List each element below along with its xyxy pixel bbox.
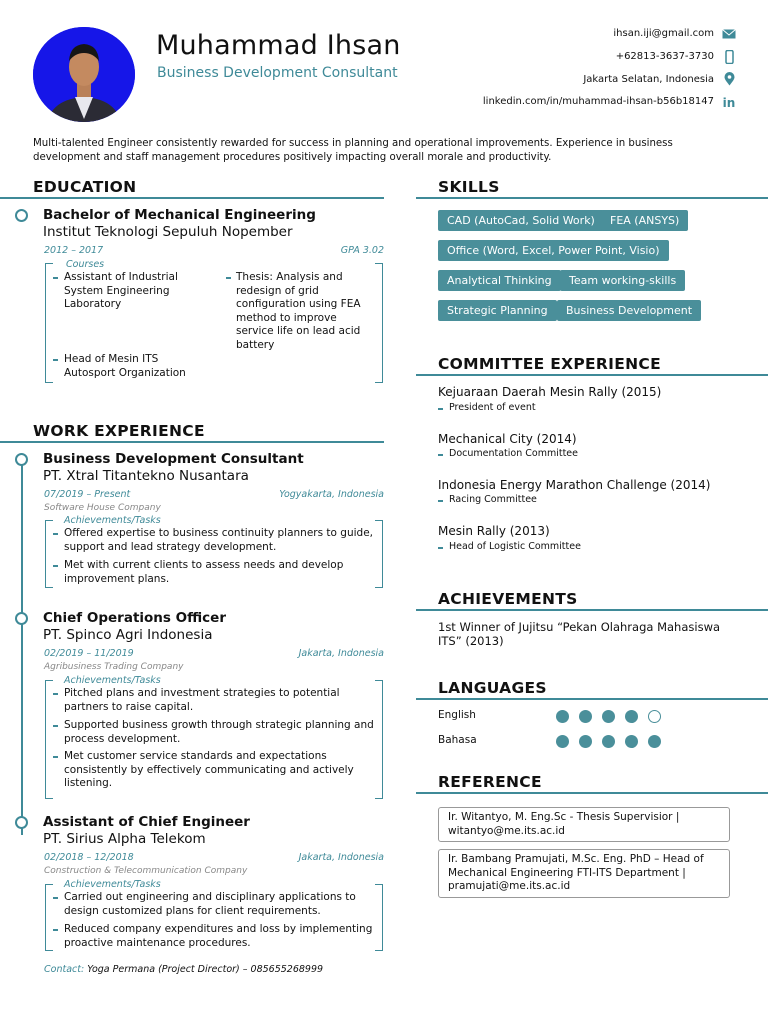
- course-item: Thesis: Analysis and redesign of grid configuration using FEA method to improve service life on lead acid battery: [236, 271, 361, 351]
- task-item: Offered expertise to business continuity planners to guide, support and lead strategy development.: [64, 527, 373, 553]
- linkedin-icon: in: [722, 96, 736, 110]
- task-item: Met with current clients to assess needs and develop improvement plans.: [64, 559, 344, 585]
- company-category: Construction & Telecommunication Company: [44, 866, 248, 876]
- email-text[interactable]: ihsan.iji@gmail.com: [613, 28, 714, 39]
- job-contact: [44, 964, 323, 975]
- committee-event: Mechanical City (2014): [438, 432, 577, 446]
- tasks-label: Achievements/Tasks: [64, 515, 161, 526]
- level-dot-filled: [625, 710, 638, 723]
- bullet-mark: [226, 277, 231, 279]
- committee-role: Documentation Committee: [449, 448, 578, 459]
- language-level: [556, 710, 661, 723]
- company-category: Software House Company: [44, 503, 161, 513]
- linkedin-text[interactable]: linkedin.com/in/muhammad-ihsan-b56b18147: [482, 96, 714, 107]
- education-heading: EDUCATION: [33, 178, 137, 196]
- skill-tag: FEA (ANSYS): [601, 210, 688, 231]
- bullet-mark: [438, 454, 443, 456]
- level-dot-filled: [602, 710, 615, 723]
- job-dates: 02/2019 – 11/2019: [44, 648, 134, 659]
- language-name: English: [438, 709, 476, 721]
- timeline-dot: [15, 612, 28, 625]
- profile-summary: Multi-talented Engineer consistently rewarded for success in planning and operational improvements. Experience in business development and staff management procedures positively impacting overall morale and productivity.: [33, 138, 673, 163]
- phone-text[interactable]: +62813-3637-3730: [615, 51, 714, 62]
- school-name: Institut Teknologi Sepuluh Nopember: [43, 224, 293, 240]
- courses-label: Courses: [66, 259, 105, 270]
- timeline-dot: [15, 209, 28, 222]
- job-dates: 02/2018 – 12/2018: [44, 852, 134, 863]
- courses-bracket-left: [45, 263, 53, 383]
- email-icon: [720, 27, 738, 41]
- job-title: Assistant of Chief Engineer: [43, 814, 250, 830]
- job-title: Business Development Consultant: [43, 451, 304, 467]
- level-dot-filled: [556, 710, 569, 723]
- tasks-bracket-right: [375, 680, 383, 799]
- job-dates: 07/2019 – Present: [44, 489, 131, 500]
- job-location: Jakarta, Indonesia: [298, 648, 384, 659]
- committee-heading: COMMITTEE EXPERIENCE: [438, 355, 661, 373]
- level-dot-filled: [648, 735, 661, 748]
- tasks-bracket-left: [45, 520, 53, 588]
- task-item: Pitched plans and investment strategies to potential partners to raise capital.: [64, 687, 340, 713]
- timeline-dot: [15, 453, 28, 466]
- committee-role: Racing Committee: [449, 494, 537, 505]
- profile-photo: [33, 27, 135, 122]
- achievements-rule: [416, 609, 768, 611]
- level-dot-filled: [602, 735, 615, 748]
- courses-bracket-right: [375, 263, 383, 383]
- language-name: Bahasa: [438, 734, 477, 746]
- level-dot-empty: [648, 710, 661, 723]
- phone-icon: [720, 50, 738, 64]
- reference-card: Ir. Witantyo, M. Eng.Sc - Thesis Supervisior | witantyo@me.its.ac.id: [438, 807, 730, 842]
- bullet-mark: [53, 359, 58, 361]
- tasks-bracket-left: [45, 680, 53, 799]
- bullet-mark: [53, 897, 58, 899]
- skills-rule: [416, 197, 768, 199]
- tasks-bracket-right: [375, 520, 383, 588]
- education-dates: 2012 – 2017: [44, 245, 104, 256]
- bullet-mark: [438, 547, 443, 549]
- languages-heading: LANGUAGES: [438, 679, 547, 697]
- language-level: [556, 735, 661, 748]
- bullet-mark: [53, 929, 58, 931]
- company-name: PT. Spinco Agri Indonesia: [43, 627, 213, 643]
- committee-role: Head of Logistic Committee: [449, 541, 581, 552]
- task-item: Reduced company expenditures and loss by implementing proactive maintenance procedures.: [64, 923, 373, 949]
- reference-rule: [416, 792, 768, 794]
- timeline-dot: [15, 816, 28, 829]
- task-item: Supported business growth through strategic planning and process development.: [64, 719, 374, 745]
- committee-rule: [416, 374, 768, 376]
- achievement-item: 1st Winner of Jujitsu “Pekan Olahraga Mahasiswa ITS” (2013): [438, 620, 721, 648]
- timeline-line: [21, 460, 23, 835]
- location-text: Jakarta Selatan, Indonesia: [583, 74, 714, 85]
- location-pin-icon: [720, 72, 738, 86]
- achievements-heading: ACHIEVEMENTS: [438, 590, 578, 608]
- bullet-mark: [438, 500, 443, 502]
- candidate-name: Muhammad Ihsan: [156, 30, 401, 61]
- skills-heading: SKILLS: [438, 178, 500, 196]
- bullet-mark: [53, 565, 58, 567]
- level-dot-filled: [625, 735, 638, 748]
- company-name: PT. Xtral Titantekno Nusantara: [43, 468, 249, 484]
- bullet-mark: [438, 408, 443, 410]
- gpa: GPA 3.02: [340, 245, 384, 256]
- job-location: Yogyakarta, Indonesia: [279, 489, 384, 500]
- languages-rule: [416, 698, 768, 700]
- skill-tag: CAD (AutoCad, Solid Work): [438, 210, 604, 231]
- company-category: Agribusiness Trading Company: [44, 662, 184, 672]
- committee-event: Mesin Rally (2013): [438, 524, 550, 538]
- company-name: PT. Sirius Alpha Telekom: [43, 831, 206, 847]
- course-item: Head of Mesin ITS Autosport Organization: [64, 353, 186, 379]
- work-heading: WORK EXPERIENCE: [33, 422, 205, 440]
- level-dot-filled: [579, 710, 592, 723]
- skill-tag: Analytical Thinking: [438, 270, 561, 291]
- skill-tag: Strategic Planning: [438, 300, 557, 321]
- bullet-mark: [53, 756, 58, 758]
- reference-card: Ir. Bambang Pramujati, M.Sc. Eng. PhD – Head of Mechanical Engineering FTI-ITS Department | pramujati@me.its.ac.id: [438, 849, 730, 898]
- bullet-mark: [53, 277, 58, 279]
- tasks-label: Achievements/Tasks: [64, 675, 161, 686]
- task-item: Carried out engineering and disciplinary applications to design customized plans for client requirements.: [64, 891, 356, 917]
- bullet-mark: [53, 693, 58, 695]
- job-location: Jakarta, Indonesia: [298, 852, 384, 863]
- skill-tag: Office (Word, Excel, Power Point, Visio): [438, 240, 669, 261]
- contact-value: Yoga Permana (Project Director) – 085655268999: [87, 964, 324, 975]
- skill-tag: Business Development: [557, 300, 701, 321]
- tasks-bracket-right: [375, 884, 383, 951]
- level-dot-filled: [579, 735, 592, 748]
- skill-tag: Team working-skills: [560, 270, 685, 291]
- candidate-role: Business Development Consultant: [157, 65, 398, 81]
- bullet-mark: [53, 533, 58, 535]
- course-item: Assistant of Industrial System Engineering Laboratory: [64, 271, 178, 310]
- level-dot-filled: [556, 735, 569, 748]
- education-rule: [0, 197, 384, 199]
- bullet-mark: [53, 725, 58, 727]
- tasks-bracket-left: [45, 884, 53, 951]
- task-item: Met customer service standards and expectations consistently by effectively communicating and actively listening.: [64, 750, 354, 789]
- committee-role: President of event: [449, 402, 536, 413]
- committee-event: Kejuaraan Daerah Mesin Rally (2015): [438, 385, 662, 399]
- job-title: Chief Operations Officer: [43, 610, 226, 626]
- contact-label: Contact:: [44, 964, 85, 975]
- reference-heading: REFERENCE: [438, 773, 542, 791]
- degree-title: Bachelor of Mechanical Engineering: [43, 207, 316, 223]
- tasks-label: Achievements/Tasks: [64, 879, 161, 890]
- work-rule: [0, 441, 384, 443]
- committee-event: Indonesia Energy Marathon Challenge (2014): [438, 478, 711, 492]
